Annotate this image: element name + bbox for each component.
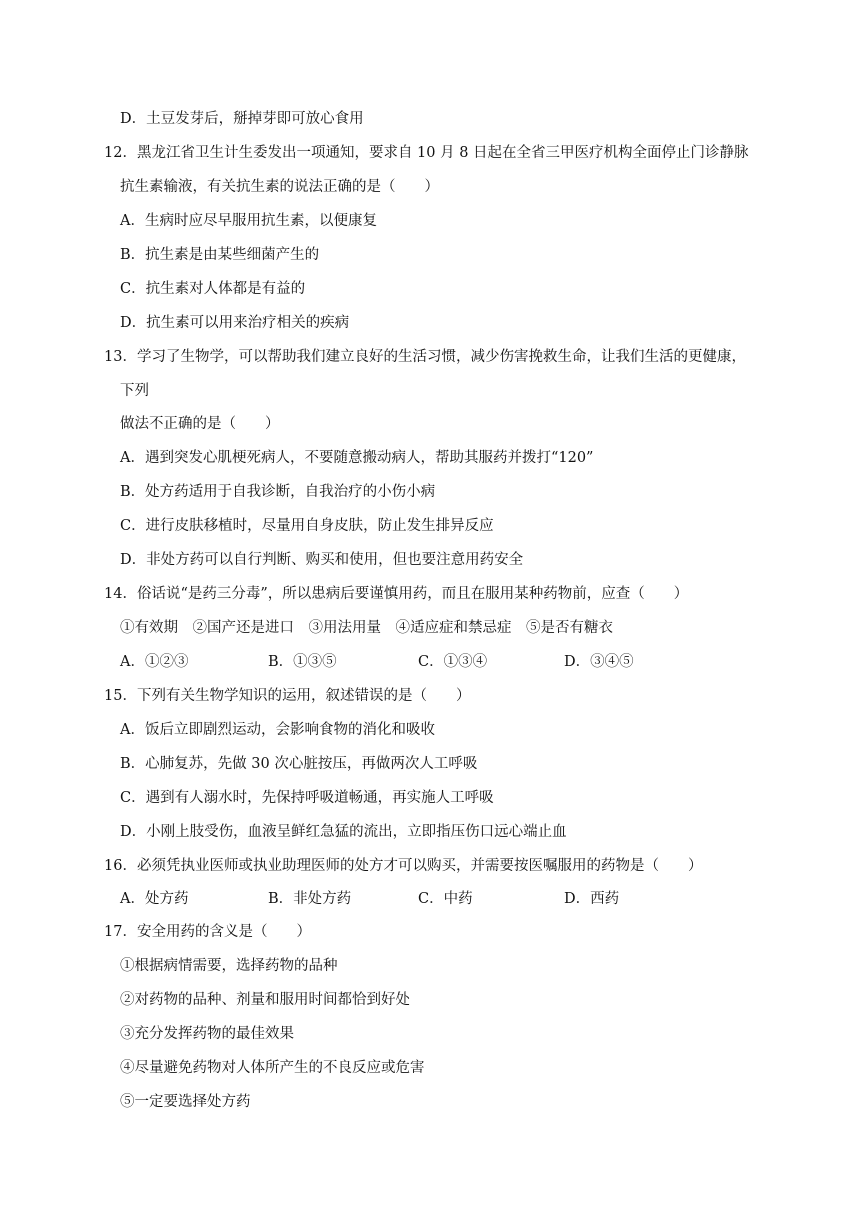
q16-option-b: B．非处方药 [268,891,352,907]
q14-option-b: B．①③⑤ [268,654,337,670]
q13-option-d: D．非处方药可以自行判断、购买和使用，但也要注意用药安全 [120,552,524,568]
q14-option-a: A．①②③ [120,654,189,670]
q16-option-a: A．处方药 [120,891,189,907]
q13-option-b: B．处方药适用于自我诊断，自我治疗的小伤小病 [120,484,436,500]
q17-item-2: ②对药物的品种、剂量和服用时间都恰到好处 [120,992,410,1008]
q17-item-3: ③充分发挥药物的最佳效果 [120,1026,294,1042]
q17-stem: 17．安全用药的含义是（ ） [104,924,311,940]
q14-options-row [120,652,740,672]
q12-stem-line1: 12．黑龙江省卫生计生委发出一项通知，要求自 10 月 8 日起在全省三甲医疗机构全面停止门诊静脉 [104,145,749,161]
q12-option-d: D．抗生素可以用来治疗相关的疾病 [120,315,350,331]
q12-option-a: A．生病时应尽早服用抗生素，以便康复 [120,213,377,229]
q16-option-c: C．中药 [418,891,473,907]
q15-option-b: B．心肺复苏，先做 30 次心脏按压，再做两次人工呼吸 [120,756,478,772]
q15-stem: 15．下列有关生物学知识的运用，叙述错误的是（ ） [104,688,471,704]
q14-option-c: C．①③④ [418,654,488,670]
q12-option-c: C．抗生素对人体都是有益的 [120,281,306,297]
q13-stem-line2: 下列 [120,383,149,399]
q13-option-c: C．进行皮肤移植时，尽量用自身皮肤，防止发生排异反应 [120,518,494,534]
q15-option-d: D．小刚上肢受伤，血液呈鲜红急猛的流出，立即指压伤口远心端止血 [120,824,567,840]
q15-option-c: C．遇到有人溺水时，先保持呼吸道畅通，再实施人工呼吸 [120,790,494,806]
q17-item-5: ⑤一定要选择处方药 [120,1094,251,1110]
q15-option-a: A．饭后立即剧烈运动，会影响食物的消化和吸收 [120,722,435,738]
q12-option-b: B．抗生素是由某些细菌产生的 [120,247,320,263]
q14-option-d: D．③④⑤ [564,654,634,670]
q14-items: ①有效期 ②国产还是进口 ③用法用量 ④适应症和禁忌症 ⑤是否有糖衣 [120,620,613,636]
q16-options-row [120,889,740,909]
q17-item-4: ④尽量避免药物对人体所产生的不良反应或危害 [120,1060,425,1076]
q16-stem: 16．必须凭执业医师或执业助理医师的处方才可以购买，并需要按医嘱服用的药物是（ ） [104,858,703,874]
q12-stem-line2: 抗生素输液，有关抗生素的说法正确的是（ ） [120,179,439,195]
q17-item-1: ①根据病情需要，选择药物的品种 [120,958,338,974]
q13-option-a: A．遇到突发心肌梗死病人，不要随意搬动病人，帮助其服药并拨打“120” [120,450,594,466]
q11-option-d: D．土豆发芽后，掰掉芽即可放心食用 [120,111,364,127]
q13-stem-line3: 做法不正确的是（ ） [120,416,280,432]
q14-stem: 14．俗话说“是药三分毒”，所以患病后要谨慎用药，而且在服用某种药物前，应查（ ） [104,586,689,602]
q16-option-d: D．西药 [564,891,620,907]
q13-stem-line1: 13．学习了生物学，可以帮助我们建立良好的生活习惯，减少伤害挽救生命，让我们生活的更健康， [104,349,746,365]
